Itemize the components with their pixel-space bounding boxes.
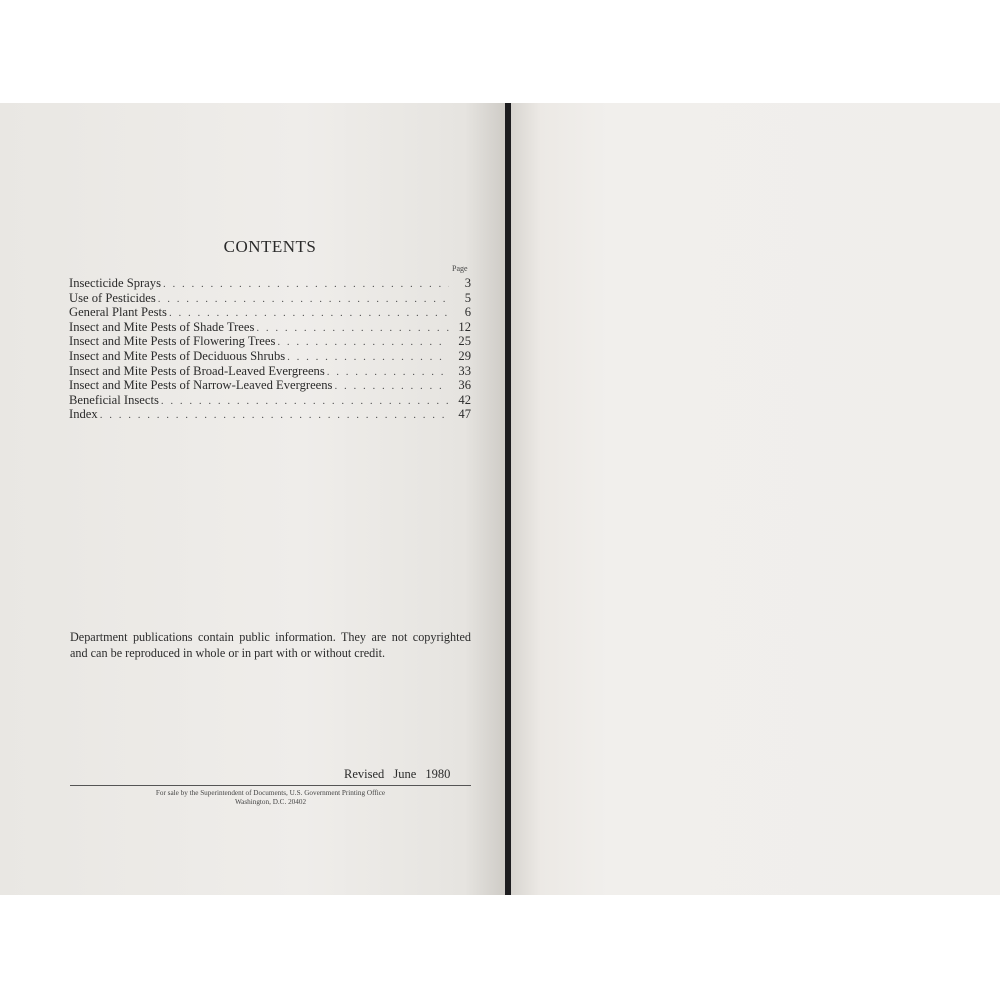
toc-entry-label: Insecticide Sprays [69,276,161,290]
toc-leader-dots [100,408,449,423]
book-spread [0,103,1000,895]
toc-entry[interactable] [69,364,471,379]
toc-entry-label: Insect and Mite Pests of Narrow-Leaved Evergreens [69,378,333,393]
toc-entry-page: 12 [458,319,471,334]
for-sale-line: For sale by the Superintendent of Documents, U.S. Government Printing Office [155,789,386,797]
toc-entry[interactable] [69,393,471,408]
copyright-notice: Department publications contain public information. They are not copyrighted and can be reproduced in whole or in part with or without credit. [70,630,471,660]
toc-entry-label: Use of Pesticides [69,290,156,305]
toc-entry-page: 29 [458,348,471,363]
toc-leader-dots [334,379,449,394]
toc-entry[interactable] [69,291,471,306]
toc-leader-dots [158,292,449,307]
toc-entry-label: Insect and Mite Pests of Broad-Leaved Evergreens [69,363,325,378]
toc-entry[interactable] [69,305,471,320]
toc-entry-label: Index [69,407,98,422]
toc-entry[interactable] [69,276,471,291]
toc-entry-label: Beneficial Insects [69,392,159,407]
toc-entry[interactable] [69,407,471,422]
toc-entry[interactable] [69,378,471,393]
toc-leader-dots [256,321,449,336]
toc-entry[interactable] [69,349,471,364]
toc-entry-page: 3 [464,276,471,290]
toc-entry-page: 36 [458,378,471,393]
for-sale-notice [70,789,471,807]
right-page [511,103,1000,895]
divider-rule [70,785,471,786]
toc-entry-page: 25 [458,334,471,349]
contents-title: CONTENTS [223,237,317,256]
for-sale-address: Washington, D.C. 20402 [234,798,307,806]
toc-entry-label: General Plant Pests [69,305,167,320]
toc-leader-dots [327,365,449,380]
toc-leader-dots [277,335,449,350]
toc-entry-page: 47 [458,407,471,422]
toc-entry[interactable] [69,320,471,335]
toc-entry-label: Insect and Mite Pests of Flowering Trees [69,334,276,349]
toc-leader-dots [161,394,449,409]
toc-entry-label: Insect and Mite Pests of Deciduous Shrubs [69,348,286,363]
toc-entry-page: 5 [464,290,471,305]
toc-leader-dots [169,306,449,321]
left-page [0,103,505,895]
toc-entry[interactable] [69,334,471,349]
toc-leader-dots [287,350,449,365]
toc-leader-dots [163,277,449,292]
table-of-contents [69,276,471,422]
revision-date: Revised June 1980 [344,767,451,781]
toc-entry-page: 6 [464,305,471,320]
toc-entry-page: 33 [458,363,471,378]
toc-entry-page: 42 [458,392,471,407]
toc-entry-label: Insect and Mite Pests of Shade Trees [69,319,255,334]
page-column-heading: Page [452,264,468,273]
